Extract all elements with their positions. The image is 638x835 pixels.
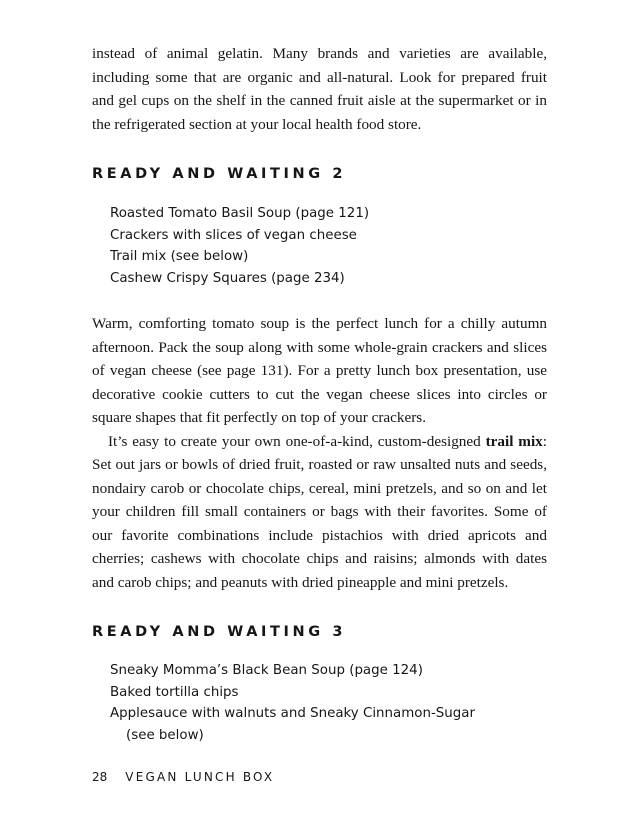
menu-item: Roasted Tomato Basil Soup (page 121) (110, 206, 370, 221)
menu-item-text: Applesauce with walnuts and Sneaky Cinnamon-Sugar (110, 706, 475, 721)
bold-term-trail-mix: trail mix (485, 432, 543, 450)
section-2-body (92, 312, 547, 594)
menu-item: Cashew Crispy Squares (page 234) (110, 270, 345, 286)
menu-item: Baked tortilla chips (110, 684, 239, 700)
paragraph-text: It’s easy to create your own one-of-a-kind, custom-designed (108, 432, 486, 450)
section-heading-ready-and-waiting-2: READY AND WAITING 2 (92, 166, 347, 182)
menu-item: Crackers with slices of vegan cheese (110, 227, 357, 243)
intro-paragraph: instead of animal gelatin. Many brands and varieties are available, including some that are organic and all-natural. Look for prepared fruit and gel cups on the shelf in the canned fruit aisle at the supermarket or in the refrigerated section at your local health food store. (92, 45, 547, 133)
menu-item (110, 703, 475, 746)
page-number: 28 (92, 770, 108, 784)
menu-list-2 (110, 203, 369, 289)
paragraph-text: : Set out jars or bowls of dried fruit, roasted or raw unsalted nuts and seeds, nondairy carob or chocolate chips, cereal, mini pretzels, and so on and let your children fill small containers or bags with their favorites. Some of our favorite combinations include pistachios with dried apricots and cherries; cashews with chocolate chips and raisins; almonds with dates and carob chips; and peanuts with dried pineapple and mini pretzels. (92, 432, 547, 591)
body-paragraph (92, 430, 547, 595)
section-heading-ready-and-waiting-3: READY AND WAITING 3 (92, 624, 347, 640)
page-footer (92, 770, 274, 784)
body-paragraph: Warm, comforting tomato soup is the perfect lunch for a chilly autumn afternoon. Pack the soup along with some whole-grain crackers and slices of vegan cheese (see page 131). For a pretty lunch box presentation, use decorative cookie cutters to cut the vegan cheese slices into circles or square shapes that fit perfectly on top of your crackers. (92, 315, 547, 426)
menu-item: Trail mix (see below) (110, 249, 249, 264)
menu-item: Sneaky Momma’s Black Bean Soup (page 124) (110, 663, 423, 678)
menu-item-continuation: (see below) (126, 727, 204, 743)
menu-list-3 (110, 660, 475, 746)
running-title: VEGAN LUNCH BOX (125, 770, 275, 784)
